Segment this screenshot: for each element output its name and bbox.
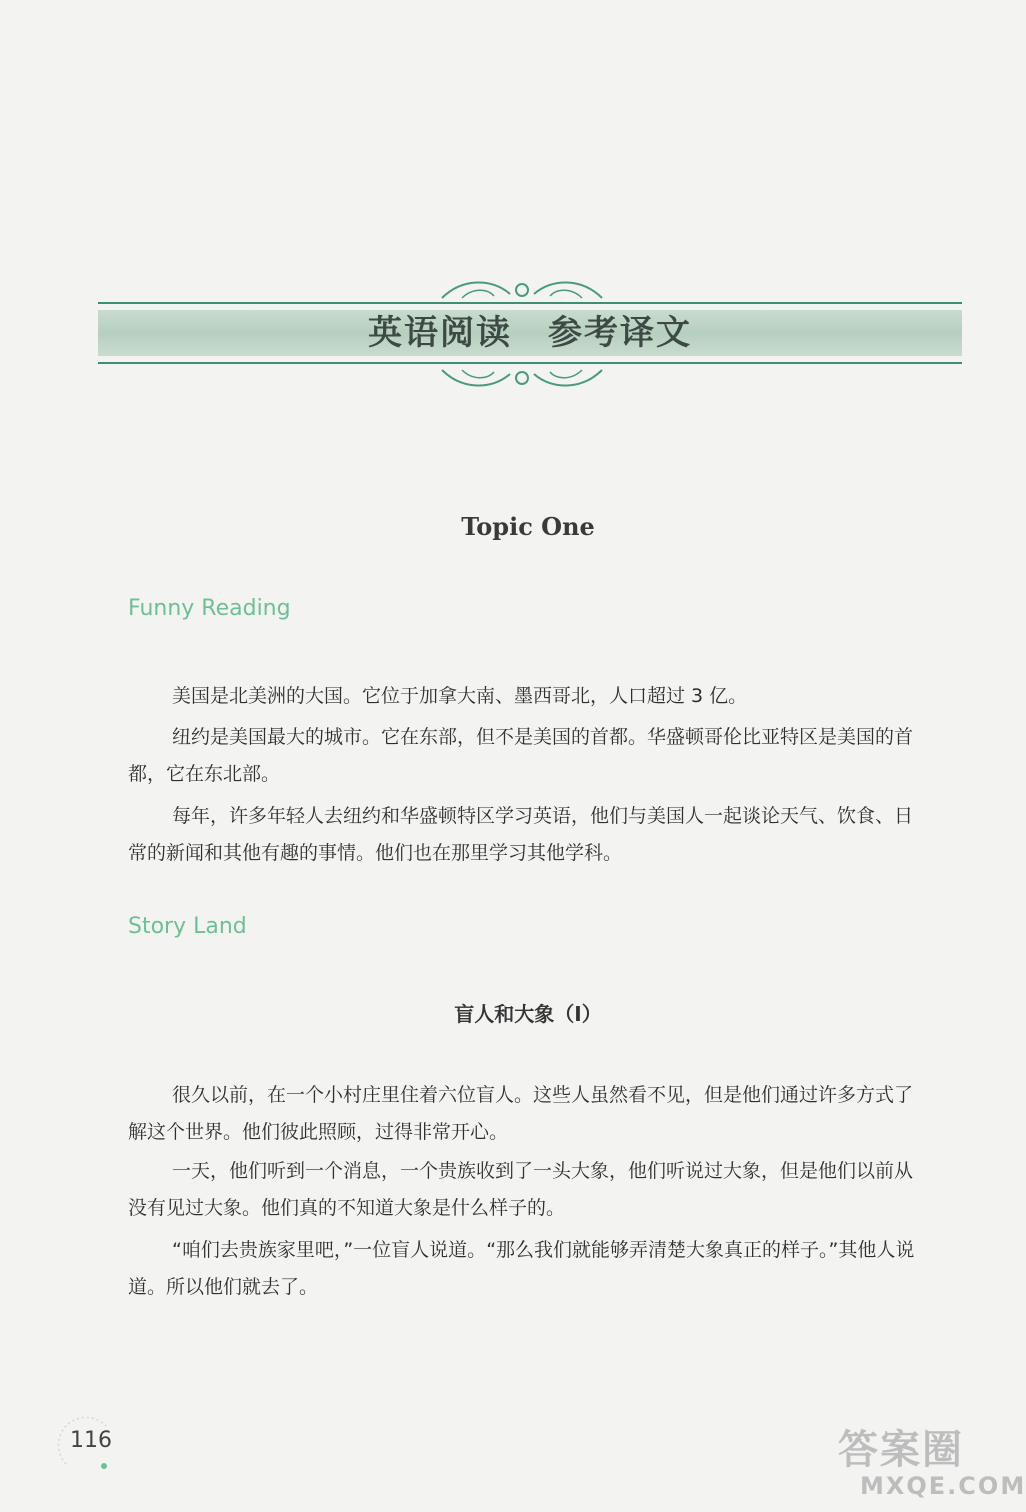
paragraph: 一天，他们听到一个消息，一个贵族收到了一头大象，他们听说过大象，但是他们以前从没有见过大象。他们真的不知道大象是什么样子的。	[128, 1160, 914, 1219]
watermark-url: MXQE.COM	[860, 1472, 1026, 1500]
watermark-logo: 答案圈	[838, 1427, 964, 1473]
paragraph: 每年，许多年轻人去纽约和华盛顿特区学习英语，他们与美国人一起谈论天气、饮食、日常的新闻和其他有趣的事情。他们也在那里学习其他学科。	[128, 805, 914, 864]
paragraph: 纽约是美国最大的城市。它在东部，但不是美国的首都。华盛顿哥伦比亚特区是美国的首都，它在东北部。	[128, 726, 914, 785]
paragraph: “咱们去贵族家里吧，”一位盲人说道。“那么我们就能够弄清楚大象真正的样子。”其他人说道。所以他们就去了。	[128, 1239, 915, 1298]
header-banner	[98, 302, 962, 360]
page-number: 116	[70, 1428, 112, 1453]
ornament-bottom-icon	[432, 362, 612, 392]
paragraph: 很久以前，在一个小村庄里住着六位盲人。这些人虽然看不见，但是他们通过许多方式了解这个世界。他们彼此照顾，过得非常开心。	[128, 1084, 914, 1143]
banner-rule-top	[98, 302, 962, 304]
watermark	[832, 1418, 1026, 1506]
topic-heading: Topic One	[461, 512, 595, 541]
story-title: 盲人和大象（Ⅰ）	[454, 1002, 602, 1026]
section-title-story-land: Story Land	[128, 914, 247, 939]
page-title: 英语阅读 参考译文	[368, 313, 692, 353]
paragraph: 美国是北美洲的大国。它位于加拿大南、墨西哥北，人口超过 3 亿。	[172, 685, 748, 707]
section-title-funny-reading: Funny Reading	[128, 596, 291, 621]
